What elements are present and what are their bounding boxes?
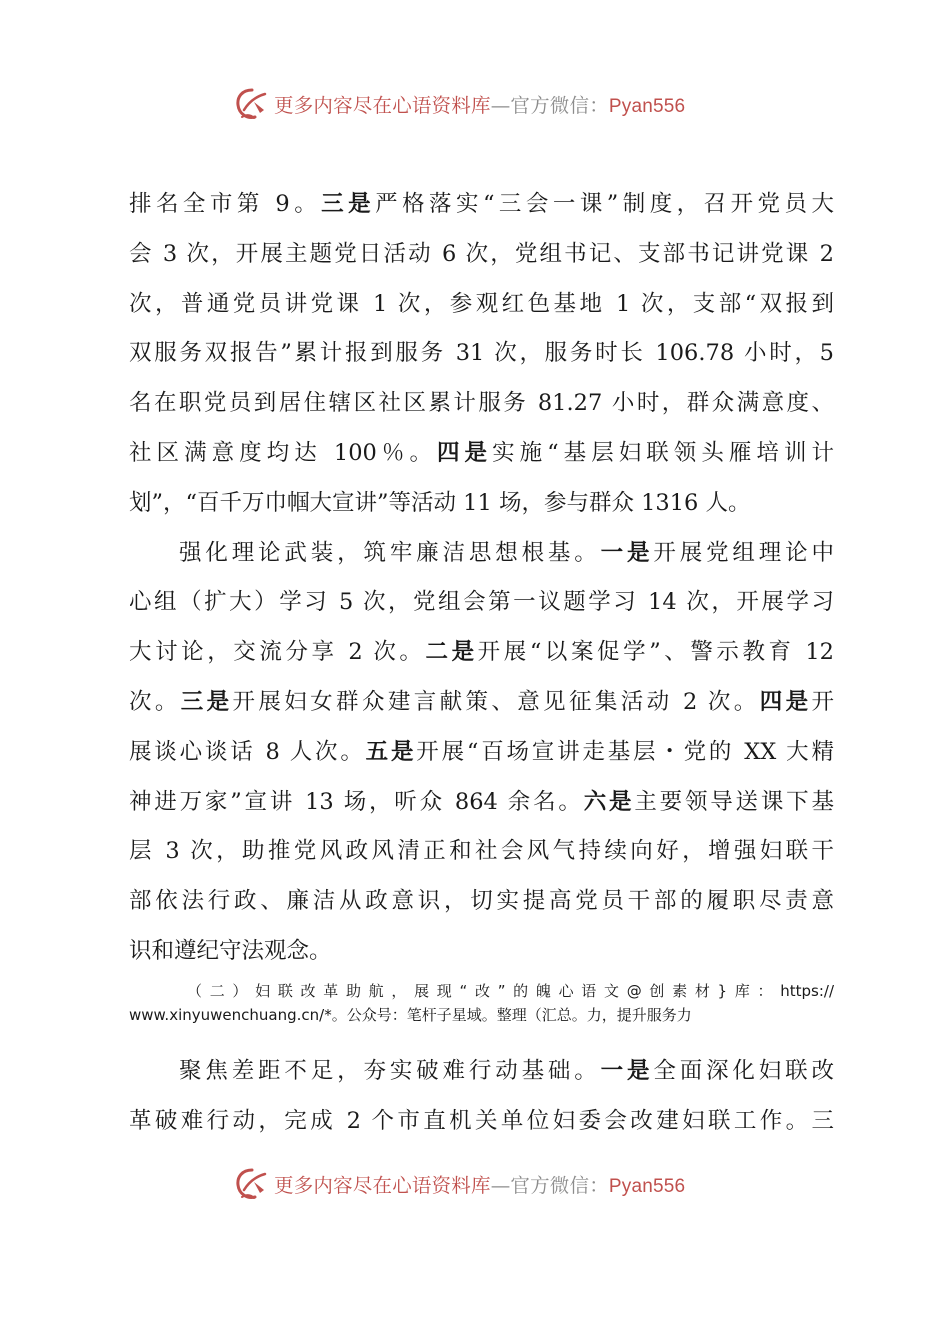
text-segment: 开展党组理论中 (653, 539, 834, 566)
text-segment: 会 3 次，开展主题党日活动 6 次，党组书记、支部书记讲党课 2 (129, 240, 834, 267)
text-segment: 神进万家”宣讲 13 场，听众 864 余名。 (129, 788, 584, 815)
text-segment: 次。 (129, 688, 181, 715)
banner-text (274, 1170, 685, 1198)
text-segment: 层 3 次，助推党风政风清正和社会风气持续向好，增强妇联干 (129, 838, 834, 865)
text-line (129, 578, 834, 628)
text-segment: 双服务双报告”累计报到服务 31 次，服务时长 106.78 小时，5 (129, 340, 834, 367)
bold-marker: 一是 (600, 539, 654, 566)
bold-marker: 六是 (583, 788, 635, 815)
pen-swirl-logo-icon (232, 1164, 272, 1204)
banner-mid: 官方微信： (510, 94, 609, 117)
banner-mid: 官方微信： (510, 1174, 609, 1197)
text-segment: 主要领导送课下基 (634, 788, 834, 815)
text-segment: 强化理论武装，筑牢廉洁思想根基。 (179, 539, 601, 566)
body-text (129, 180, 834, 1146)
text-line (129, 180, 834, 230)
banner-dash: — (490, 94, 511, 117)
text-segment: 开展“以案促学”、警示教育 12 (477, 639, 834, 666)
bold-marker: 五是 (365, 738, 417, 765)
text-line (129, 778, 834, 828)
inserted-line: （二）妇联改革助航，展现“改”的魄心语文@创素材}库：https:// (187, 981, 834, 1000)
text-segment: 名在职党员到居住辖区社区累计服务 81.27 小时，群众满意度、 (129, 390, 834, 417)
text-segment: 部依法行政、廉洁从政意识，切实提高党员干部的履职尽责意 (129, 888, 834, 915)
text-line (129, 280, 834, 330)
bold-marker: 二是 (425, 639, 478, 666)
text-segment: 革破难行动，完成 2 个市直机关单位妇委会改建妇联工作。三 (129, 1107, 834, 1134)
text-segment: 识和遵纪守法观念。 (129, 937, 332, 964)
banner-lead: 更多内容尽在心语资料库 (274, 1174, 491, 1197)
text-segment: 实施“基层妇联领头雁培训计 (492, 439, 834, 466)
bold-marker: 一是 (600, 1057, 654, 1084)
text-line (129, 329, 834, 379)
bold-marker: 四是 (436, 439, 493, 466)
text-line (129, 479, 834, 529)
text-segment: 排名全市第 9。 (129, 191, 322, 217)
inserted-line: www.xinyuwenchuang.cn/*。公众号：笔杆子星域。整理（汇总。力，提升服务力 (129, 1005, 692, 1024)
text-line (129, 678, 834, 728)
header-banner (232, 84, 732, 124)
text-line (129, 429, 834, 479)
bold-marker: 三是 (180, 688, 233, 715)
banner-text (274, 90, 685, 118)
text-segment: 心组（扩大）学习 5 次，党组会第一议题学习 14 次，开展学习 (129, 589, 834, 616)
text-line (129, 728, 834, 778)
text-line (129, 877, 834, 927)
text-line (129, 230, 834, 280)
text-segment: 全面深化妇联改 (653, 1057, 834, 1084)
footer-banner (232, 1164, 732, 1204)
text-segment: 展谈心谈话 8 人次。 (129, 738, 366, 765)
text-segment: 大讨论，交流分享 2 次。 (129, 639, 426, 666)
text-line (129, 827, 834, 877)
text-line (129, 927, 834, 977)
banner-account: Pyan556 (608, 96, 686, 117)
text-segment: 划”，“百千万巾帼大宣讲”等活动 11 场，参与群众 1316 人。 (129, 489, 751, 516)
text-segment: 开展“百场宣讲走基层・党的 XX 大精 (416, 738, 834, 765)
banner-lead: 更多内容尽在心语资料库 (274, 94, 491, 117)
text-line (129, 529, 834, 579)
text-segment: 次，普通党员讲党课 1 次，参观红色基地 1 次，支部“双报到 (129, 290, 834, 317)
text-segment: 社区满意度均达 100％。 (129, 439, 437, 466)
text-segment: 严格落实“三会一课”制度，召开党员大 (375, 191, 834, 217)
text-segment: 聚焦差距不足，夯实破难行动基础。 (179, 1057, 601, 1084)
text-segment: 开展妇女群众建言献策、意见征集活动 2 次。 (232, 688, 760, 715)
banner-dash: — (490, 1174, 511, 1197)
pen-swirl-logo-icon (232, 84, 272, 124)
bold-marker: 四是 (759, 688, 812, 715)
text-line (129, 628, 834, 678)
banner-account: Pyan556 (608, 1176, 686, 1197)
text-line (129, 1047, 834, 1097)
text-segment: 开 (811, 688, 834, 715)
text-line (129, 1097, 834, 1147)
bold-marker: 三是 (321, 191, 376, 217)
text-line (129, 379, 834, 429)
